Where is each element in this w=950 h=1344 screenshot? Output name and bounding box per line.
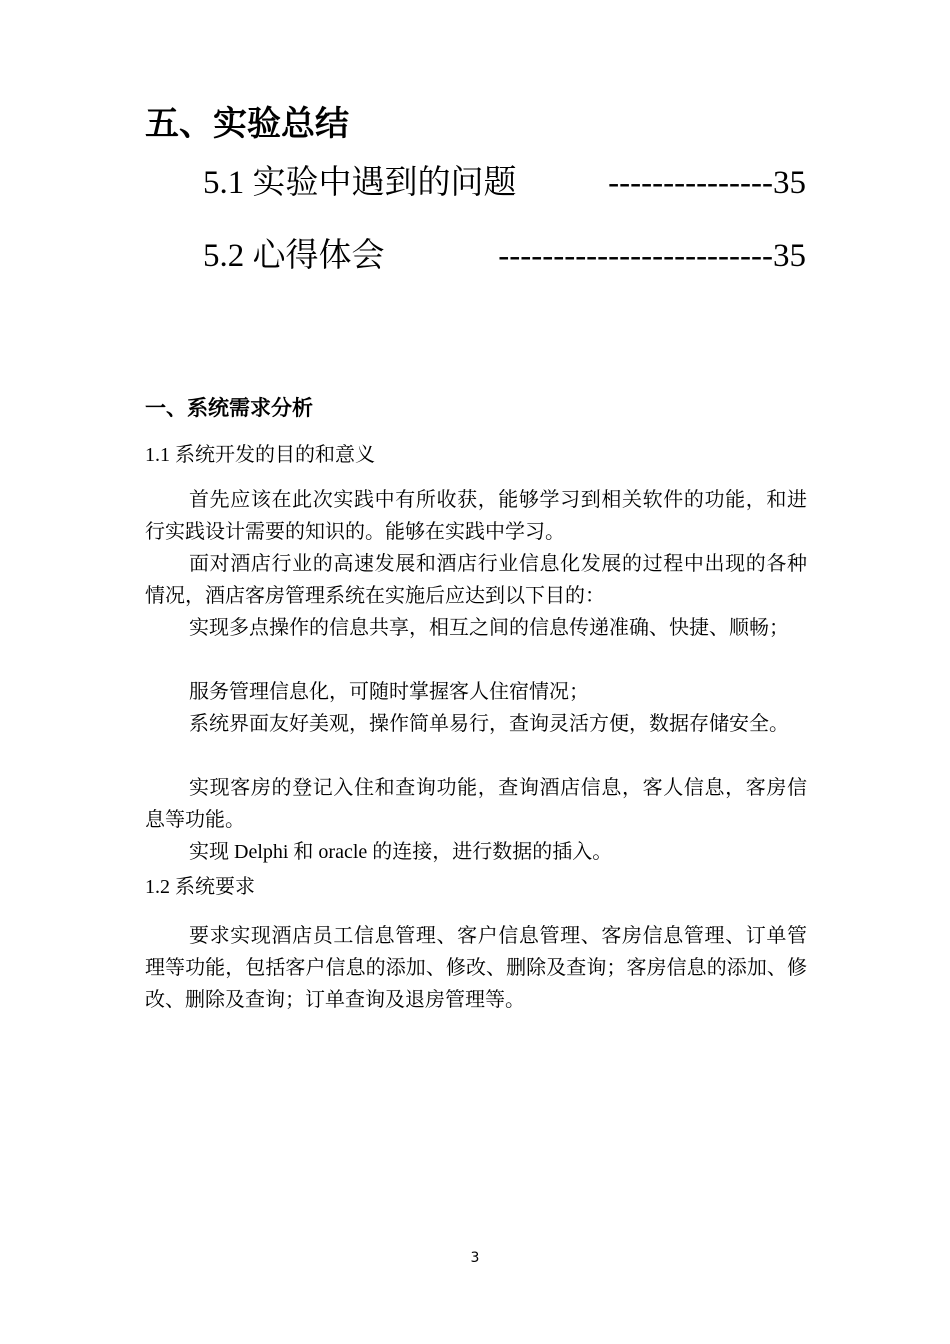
toc-entry-title: 5.1 实验中遇到的问题 — [203, 165, 517, 201]
toc-entry-5-1[interactable] — [203, 161, 806, 205]
paragraph: 系统界面友好美观，操作简单易行，查询灵活方便，数据存储安全。 — [189, 713, 789, 735]
toc-section-heading: 五、实验总结 — [145, 104, 349, 144]
paragraph: 实现多点操作的信息共享，相互之间的信息传递准确、快捷、顺畅； — [189, 617, 789, 639]
subsection-heading-1-1: 1.1 系统开发的目的和意义 — [145, 444, 375, 466]
toc-entry-5-2[interactable] — [203, 234, 806, 278]
toc-entry-page: -------------------------35 — [498, 238, 806, 274]
paragraph: 要求实现酒店员工信息管理、客户信息管理、客房信息管理、订单管理等功能，包括客户信息的添加、修改、删除及查询；客房信息的添加、修改、删除及查询；订单查询及退房管理等。 — [145, 925, 807, 1011]
paragraph: 面对酒店行业的高速发展和酒店行业信息化发展的过程中出现的各种情况，酒店客房管理系统在实施后应达到以下目的： — [145, 553, 807, 607]
page-number: 3 — [470, 1250, 480, 1266]
toc-entry-title: 5.2 心得体会 — [203, 238, 385, 274]
paragraph: 首先应该在此次实践中有所收获，能够学习到相关软件的功能，和进行实践设计需要的知识的。能够在实践中学习。 — [145, 489, 807, 543]
section-heading: 一、系统需求分析 — [145, 396, 313, 420]
subsection-heading-1-2: 1.2 系统要求 — [145, 876, 255, 898]
paragraph: 实现客房的登记入住和查询功能，查询酒店信息，客人信息，客房信息等功能。 — [145, 777, 807, 831]
toc-entry-page: ---------------35 — [608, 165, 806, 201]
paragraph: 服务管理信息化，可随时掌握客人住宿情况； — [189, 681, 589, 703]
paragraph: 实现 Delphi 和 oracle 的连接，进行数据的插入。 — [189, 841, 613, 863]
